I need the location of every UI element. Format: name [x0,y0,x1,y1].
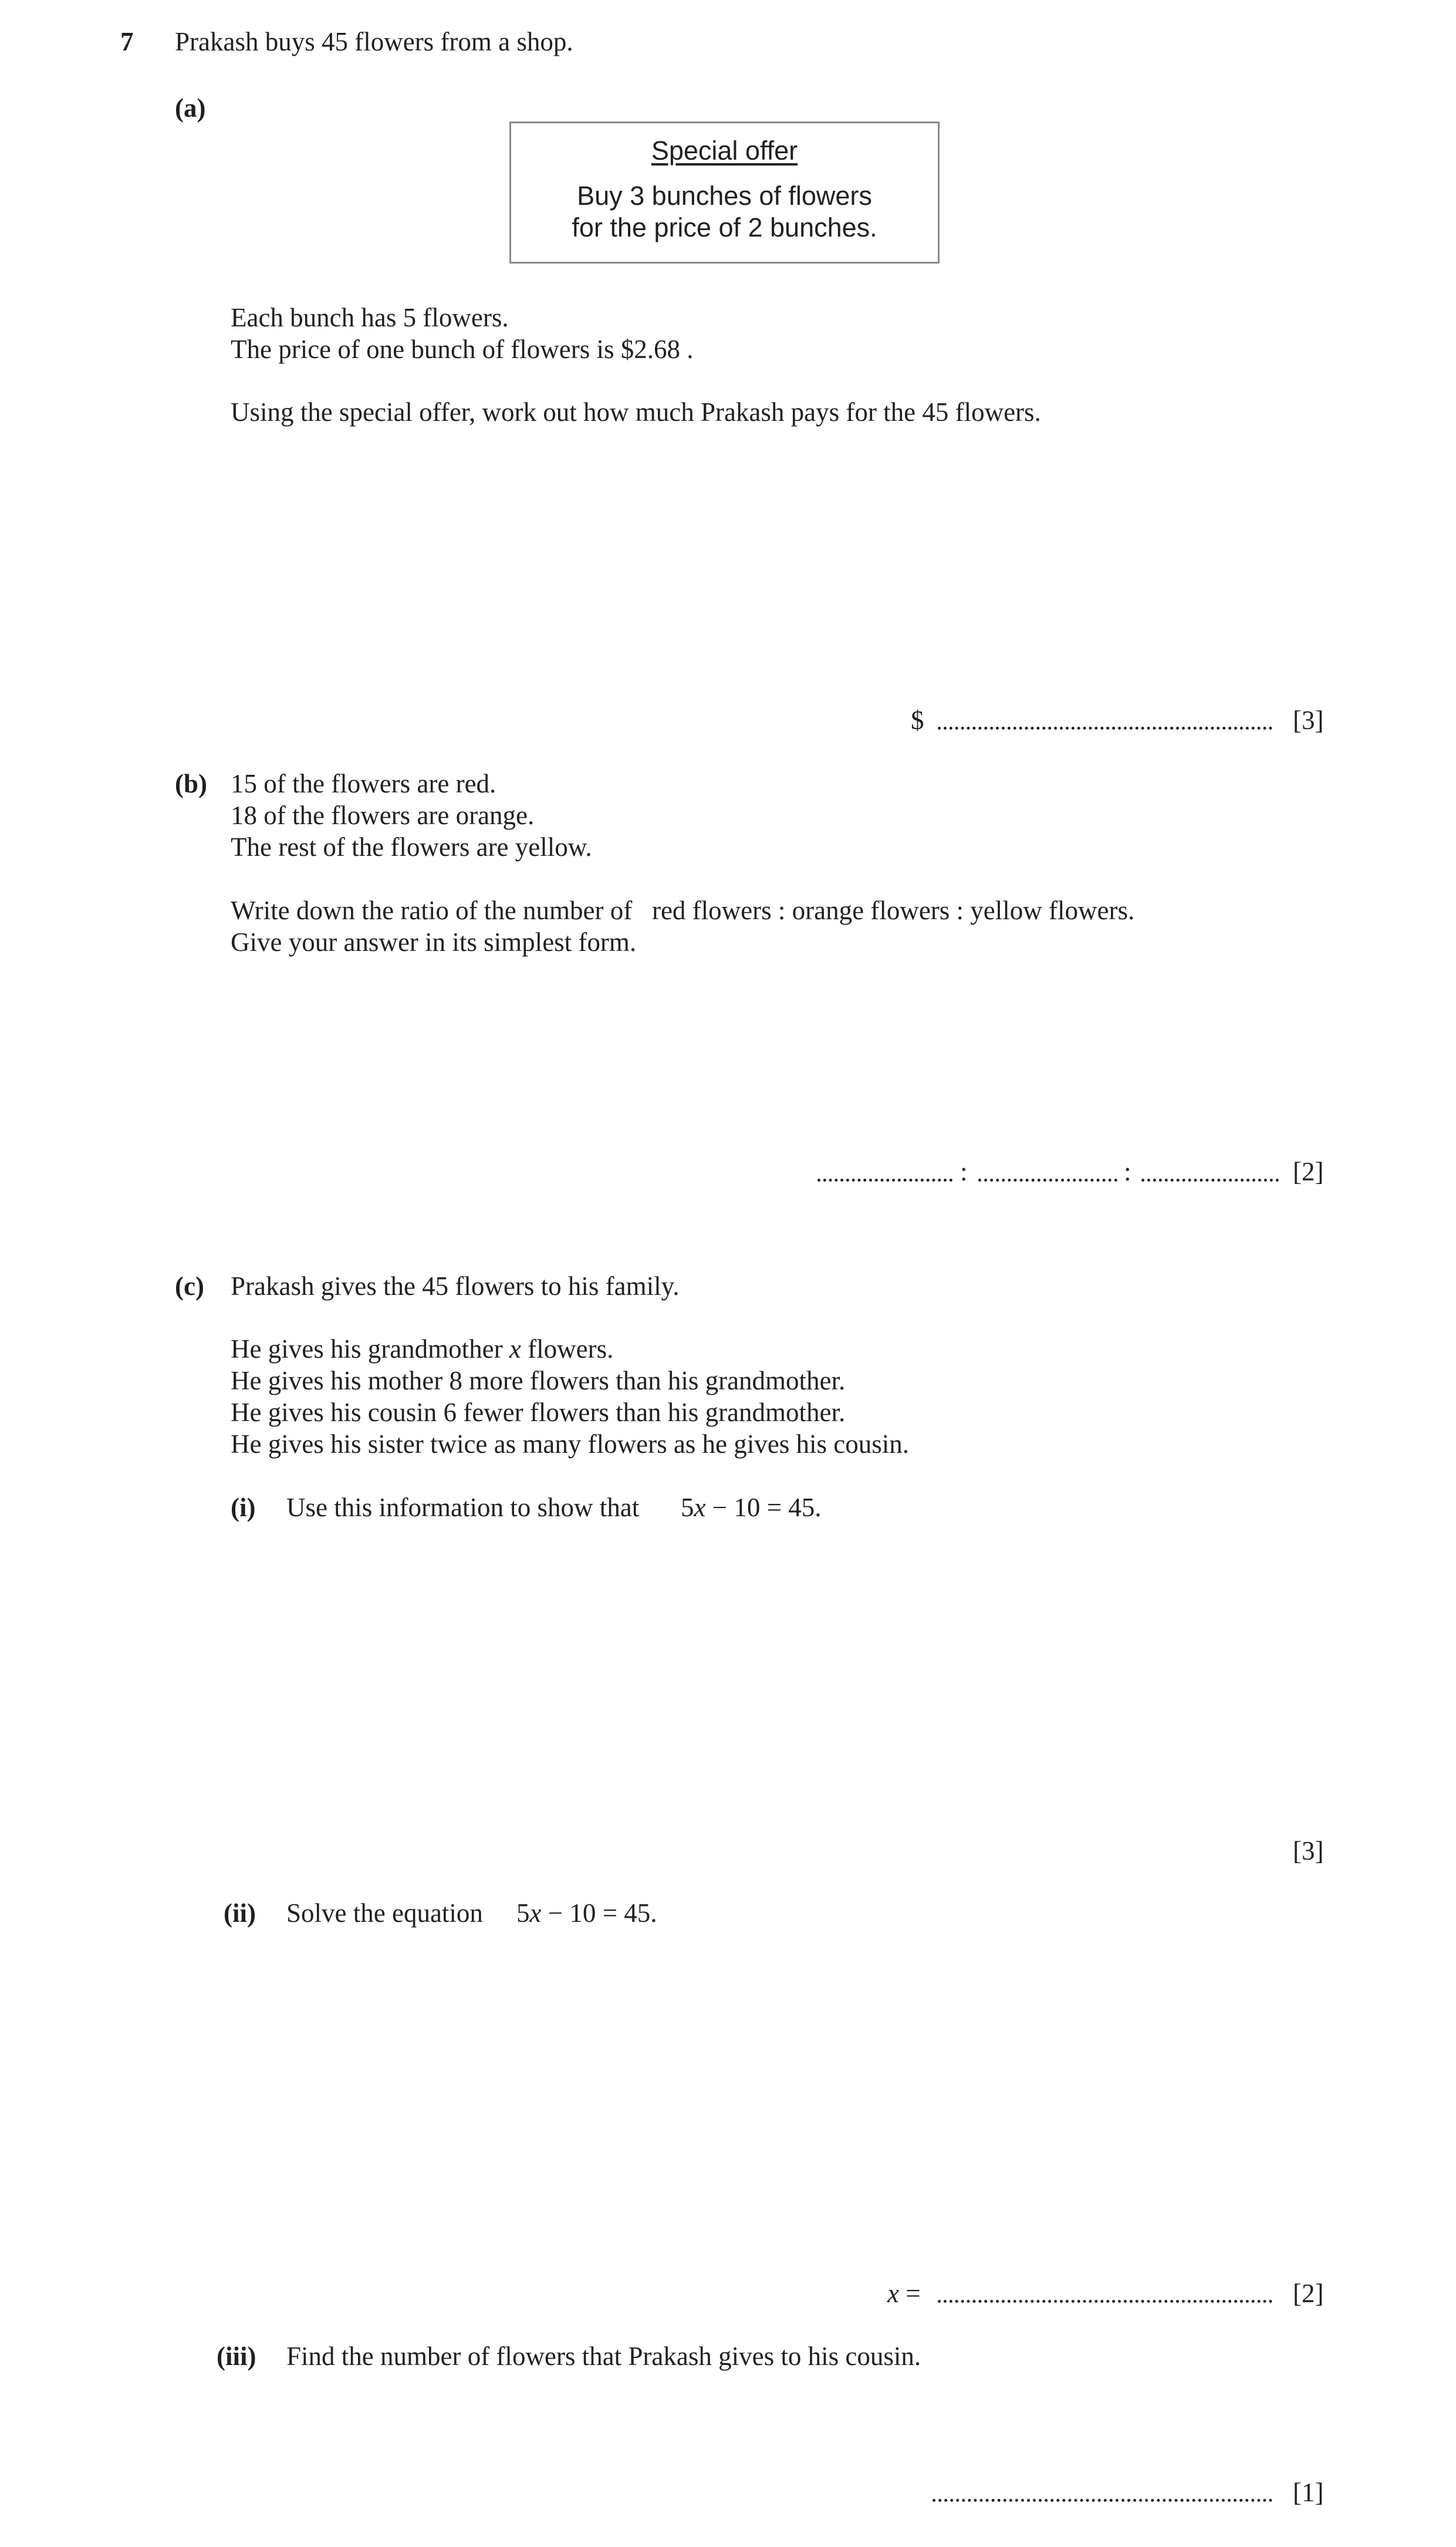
part-c-line-1: He gives his grandmother x flowers. [231,1334,614,1364]
part-c-ii-marks: [2] [1293,2279,1324,2308]
part-c-i-equation: 5x − 10 = 45. [681,1493,822,1522]
part-c-intro: Prakash gives the 45 flowers to his family. [231,1271,680,1301]
part-c-iii-answer-line[interactable] [933,2499,1272,2502]
part-a-dollar-sign: $ [911,706,924,735]
part-b-text-4: Write down the ratio of the number of red flowers : orange flowers : yellow flowers. [231,896,1135,925]
part-b-text-2: 18 of the flowers are orange. [231,801,535,830]
part-c-ii-text: Solve the equation [286,1898,483,1928]
part-c-line-3: He gives his cousin 6 fewer flowers than his grandmother. [231,1398,846,1427]
part-b-marks: [2] [1293,1157,1324,1186]
special-offer-box [509,122,940,264]
part-b-text-3: The rest of the flowers are yellow. [231,832,592,862]
part-a-text-1: Each bunch has 5 flowers. [231,303,509,332]
part-c-ii-equation: 5x − 10 = 45. [516,1898,657,1928]
part-b-label: (b) [175,769,207,798]
ratio-red-answer[interactable] [817,1179,952,1182]
part-a-question: Using the special offer, work out how much Prakash pays for the 45 flowers. [231,397,1041,427]
part-a-label: (a) [175,93,206,123]
ratio-separator-1: : [960,1157,968,1186]
offer-line-1: Buy 3 bunches of flowers [577,181,872,211]
ratio-orange-answer[interactable] [978,1179,1117,1182]
offer-title: Special offer [651,136,798,166]
part-c-ii-answer-line[interactable] [938,2300,1272,2303]
part-a-marks: [3] [1293,706,1324,735]
part-c-ii-label: (ii) [224,1898,256,1928]
part-c-line-4: He gives his sister twice as many flowers as he gives his cousin. [231,1429,910,1459]
part-c-label: (c) [175,1271,204,1301]
part-c-i-text: Use this information to show that [286,1493,640,1522]
part-a-text-2: The price of one bunch of flowers is $2.68 . [231,335,694,364]
part-c-i-marks: [3] [1293,1836,1324,1865]
part-c-iii-label: (iii) [217,2342,256,2371]
part-c-iii-text: Find the number of flowers that Prakash gives to his cousin. [286,2342,921,2371]
part-c-i-label: (i) [231,1493,256,1522]
question-intro: Prakash buys 45 flowers from a shop. [175,27,573,56]
part-a-answer-line[interactable] [938,727,1272,730]
part-c-line-2: He gives his mother 8 more flowers than his grandmother. [231,1366,846,1395]
part-b-text-1: 15 of the flowers are red. [231,769,496,798]
offer-line-2: for the price of 2 bunches. [572,212,877,242]
question-number: 7 [120,27,134,56]
part-c-iii-marks: [1] [1293,2478,1324,2507]
part-c-ii-answer-label: x = [887,2279,921,2308]
ratio-yellow-answer[interactable] [1141,1179,1279,1182]
ratio-separator-2: : [1124,1157,1131,1186]
part-b-text-5: Give your answer in its simplest form. [231,927,637,957]
